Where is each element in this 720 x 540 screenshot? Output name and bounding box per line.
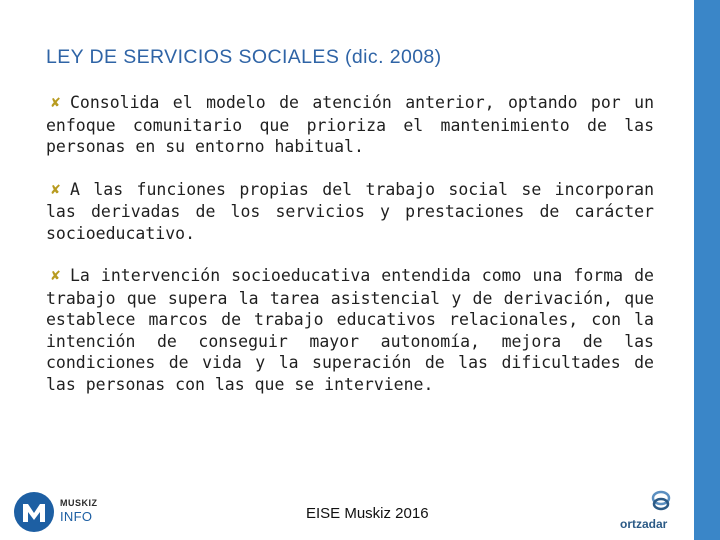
right-accent-bar [694,0,720,540]
bullet-item [46,265,654,395]
slide-title: LEY DE SERVICIOS SOCIALES (dic. 2008) [46,46,442,68]
bullet-text: Consolida el modelo de atención anterior, optando por un enfoque comunitario que prioriza el mantenimiento de las personas en su entorno habitual. [46,93,654,156]
bullet-item [46,179,654,245]
logo-word-info: INFO [60,509,93,524]
muskiz-m-icon [14,492,54,532]
logo-word-ortzadar: ortzadar [620,517,668,531]
x-mark-icon: ✘ [50,182,61,198]
bullet-text: La intervención socioeducativa entendida como una forma de trabajo que supera la tarea asistencial y de derivación, que establece marcos de trabajo educativos relacionales, con la intención de conseguir mayor autonomía, mejora de las condiciones de vida y la superación de las dificultades de las personas con las que se interviene. [46,266,654,394]
ortzadar-logo [620,490,690,534]
bullet-list [46,92,654,395]
muskiz-info-logo [14,492,124,532]
bullet-item [46,92,654,158]
bullet-text: A las funciones propias del trabajo social se incorporan las derivadas de los servicios y prestaciones de carácter socioeducativo. [46,179,654,243]
x-mark-icon: ✘ [50,96,61,111]
x-mark-icon: ✘ [50,269,61,284]
logo-word-muskiz: MUSKIZ [60,498,98,508]
footer-text: EISE Muskiz 2016 [306,505,429,522]
ortzadar-swirl-icon [650,490,672,514]
